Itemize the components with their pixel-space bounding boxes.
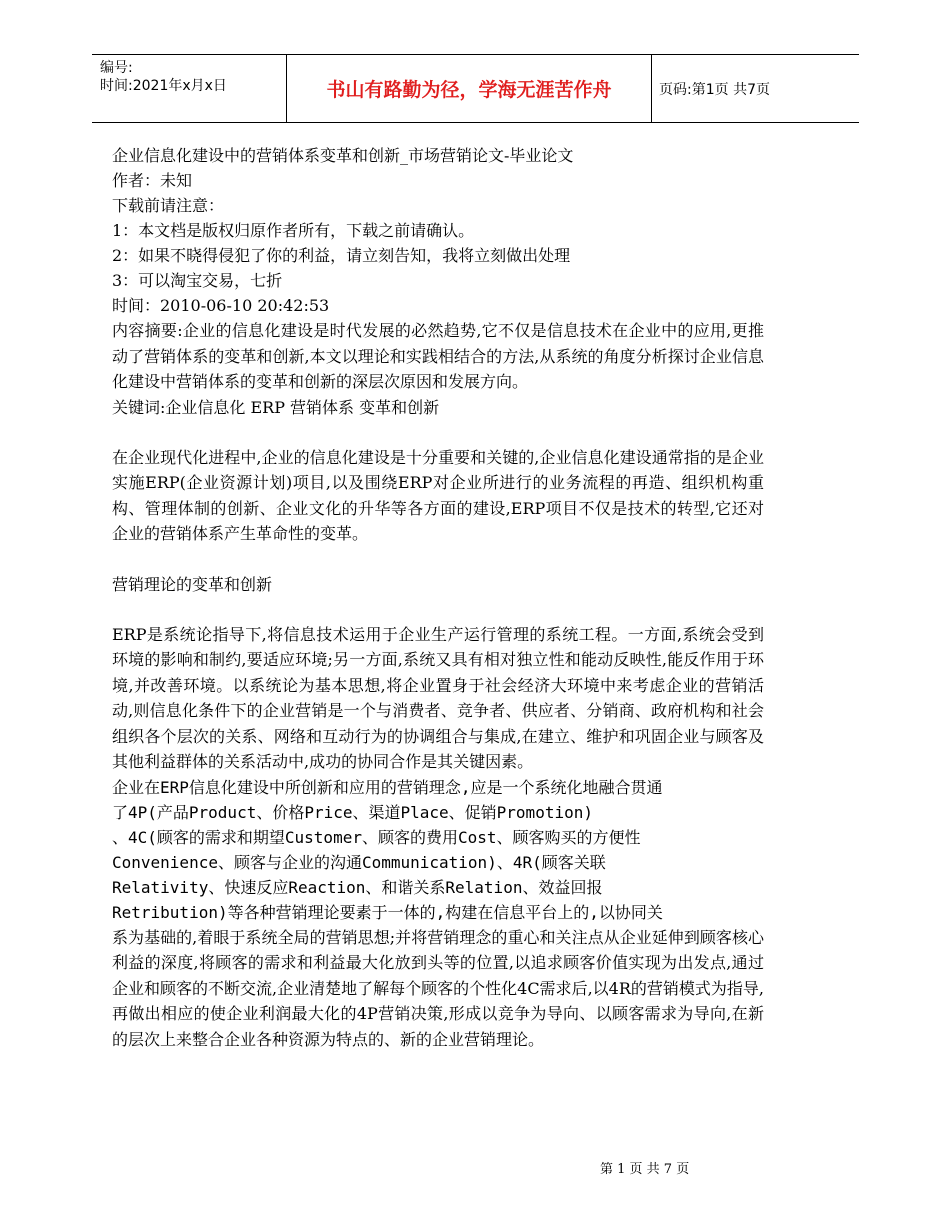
doc-time: 时间：2010-06-10 20:42:53 bbox=[112, 296, 330, 315]
doc-title: 企业信息化建设中的营销体系变革和创新_市场营销论文-毕业论文 bbox=[112, 146, 574, 165]
paragraph-2-line: Relativity、快速反应Reaction、和谐关系Relation、效益回报 bbox=[112, 877, 603, 897]
notice-item-2: 2：如果不晓得侵犯了你的利益，请立刻告知，我将立刻做出处理 bbox=[112, 246, 571, 265]
motto: 书山有路勤为径，学海无涯苦作舟 bbox=[286, 55, 652, 122]
doc-author: 作者：未知 bbox=[112, 171, 193, 190]
notice-item-3: 3：可以淘宝交易，七折 bbox=[112, 271, 283, 290]
paragraph-2-line: Convenience、顾客与企业的沟通Communication)、4R(顾客关联 bbox=[112, 852, 606, 872]
abstract: 内容摘要:企业的信息化建设是时代发展的必然趋势,它不仅是信息技术在企业中的应用,更推动了营销体系的变革和创新,本文以理论和实践相结合的方法,从系统的角度分析探讨企业信息化建设中营销体系的变革和创新的深层次原因和发展方向。 bbox=[112, 321, 764, 391]
paragraph-1: ERP是系统论指导下,将信息技术运用于企业生产运行管理的系统工程。一方面,系统会受到环境的影响和制约,要适应环境;另一方面,系统又具有相对独立性和能动反映性,能反作用于环境,并改善环境。以系统论为基本思想,将企业置身于社会经济大环境中来考虑企业的营销活动,则信息化条件下的企业营销是一个与消费者、竞争者、供应者、分销商、政府机构和社会组织各个层次的关系、网络和互动行为的协调组合与集成,在建立、维护和巩固企业与顾客及其他利益群体的关系活动中,成功的协同合作是其关键因素。 bbox=[112, 624, 764, 771]
notice-title: 下载前请注意： bbox=[112, 196, 225, 215]
paragraph-2-line: 了4P(产品Product、价格Price、渠道Place、促销Promotion) bbox=[112, 802, 593, 822]
paragraph-2-line: 、4C(顾客的需求和期望Customer、顾客的费用Cost、顾客购买的方便性 bbox=[112, 827, 641, 847]
page-header bbox=[92, 54, 859, 123]
page-info: 页码:第1页 共7页 bbox=[659, 82, 770, 98]
paragraph-2-rest: 系为基础的,着眼于系统全局的营销思想;并将营销理念的重心和关注点从企业延伸到顾客核心利益的深度,将顾客的需求和利益最大化放到头等的位置,以追求顾客价值实现为出发点,通过企业和顾客的不断交流,企业清楚地了解每个顾客的个性化4C需求后,以4R的营销模式为指导,再做出相应的使企业利润最大化的4P营销决策,形成以竞争为导向、以顾客需求为导向,在新的层次上来整合企业各种资源为特点的、新的企业营销理论。 bbox=[112, 927, 764, 1049]
keywords: 关键词:企业信息化 ERP 营销体系 变革和创新 bbox=[112, 397, 440, 417]
paragraph-2-line: Retribution)等各种营销理论要素于一体的,构建在信息平台上的,以协同关 bbox=[112, 902, 663, 922]
intro-paragraph: 在企业现代化进程中,企业的信息化建设是十分重要和关键的,企业信息化建设通常指的是企业实施ERP(企业资源计划)项目,以及围绕ERP对企业所进行的业务流程的再造、组织机构重构、管理体制的创新、企业文化的升华等各方面的建设,ERP项目不仅是技术的转型,它还对企业的营销体系产生革命性的变革。 bbox=[112, 447, 764, 543]
notice-item-1: 1：本文档是版权归原作者所有，下载之前请确认。 bbox=[112, 221, 475, 240]
time-label: 时间:2021年x月x日 bbox=[100, 78, 227, 94]
paragraph-2-line: 企业在ERP信息化建设中所创新和应用的营销理念,应是一个系统化地融合贯通 bbox=[112, 777, 663, 797]
page-footer: 第 1 页 共 7 页 bbox=[600, 1162, 690, 1177]
number-label: 编号: bbox=[100, 60, 133, 76]
section-title: 营销理论的变革和创新 bbox=[112, 574, 273, 594]
header-meta bbox=[100, 59, 227, 95]
document-body bbox=[112, 143, 764, 1052]
